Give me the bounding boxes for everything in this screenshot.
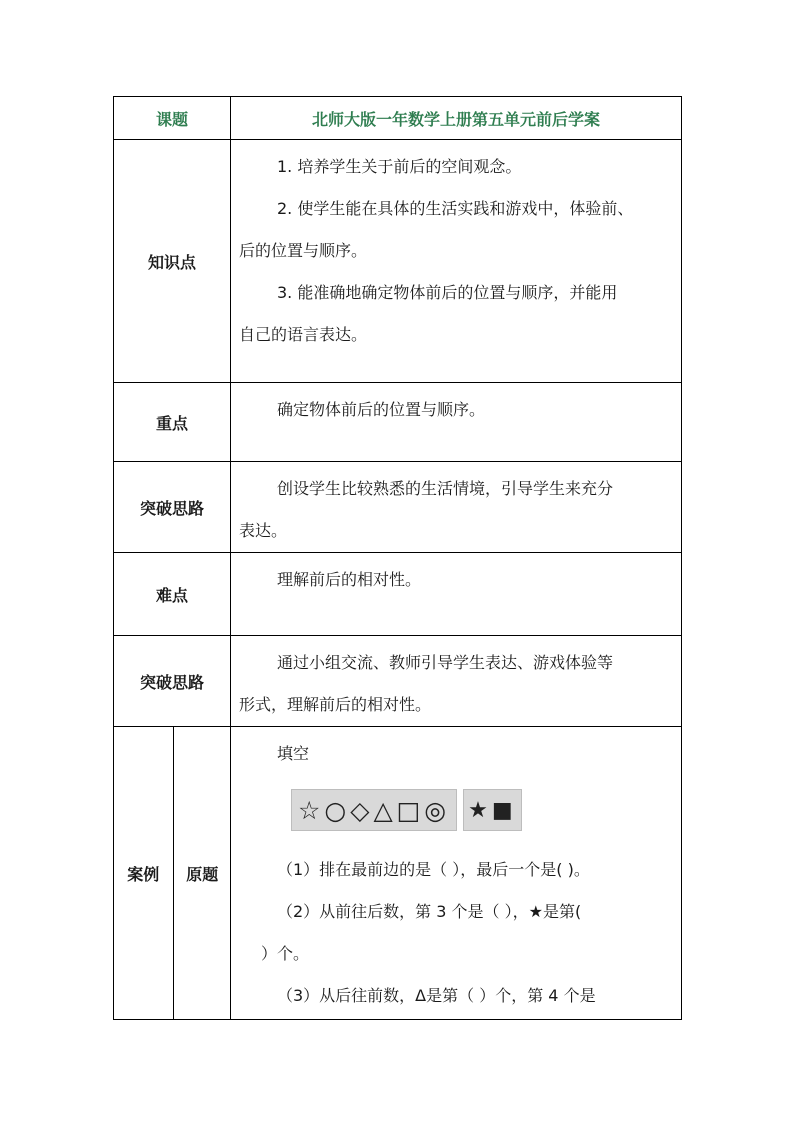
difficulty-content xyxy=(231,553,682,636)
header-label: 课题 xyxy=(114,97,231,140)
key-point-content xyxy=(231,383,682,462)
approach1-line-1: 创设学生比较熟悉的生活情境，引导学生来充分 xyxy=(277,479,614,498)
case-content xyxy=(231,727,682,1020)
knowledge-item-3: 3. 能准确地确定物体前后的位置与顺序，并能用 xyxy=(277,283,618,302)
shapes-sequence xyxy=(291,789,675,831)
key-point-row xyxy=(114,383,682,462)
approach2-label: 突破思路 xyxy=(114,636,231,727)
knowledge-content xyxy=(231,140,682,383)
knowledge-item-2-cont: 后的位置与顺序。 xyxy=(239,241,368,260)
approach1-row xyxy=(114,462,682,553)
header-title: 北师大版一年数学上册第五单元前后学案 xyxy=(231,97,682,140)
case-row xyxy=(114,727,682,1020)
approach1-line-2: 表达。 xyxy=(239,521,288,540)
knowledge-row xyxy=(114,140,682,383)
case-prompt: 填空 xyxy=(277,744,310,763)
difficulty-row xyxy=(114,553,682,636)
question-2: （2）从前往后数，第 3 个是（ ），★是第( xyxy=(277,902,582,921)
case-label-cell xyxy=(114,727,231,1020)
difficulty-label: 难点 xyxy=(114,553,231,636)
header-row xyxy=(114,97,682,140)
knowledge-label: 知识点 xyxy=(114,140,231,383)
approach2-line-1: 通过小组交流、教师引导学生表达、游戏体验等 xyxy=(277,653,614,672)
case-sublabel: 原题 xyxy=(186,864,219,884)
question-3: （3）从后往前数，Δ是第（ ）个，第 4 个是 xyxy=(277,986,596,1005)
knowledge-item-3-cont: 自己的语言表达。 xyxy=(239,325,368,344)
lesson-plan-table xyxy=(113,96,682,1020)
approach2-line-2: 形式，理解前后的相对性。 xyxy=(239,695,432,714)
approach2-content xyxy=(231,636,682,727)
question-1: （1）排在最前边的是（ ），最后一个是( )。 xyxy=(277,860,590,879)
shapes-image-2: ★■ xyxy=(463,789,522,831)
approach1-content xyxy=(231,462,682,553)
approach1-label: 突破思路 xyxy=(114,462,231,553)
question-2-cont: ）个。 xyxy=(261,944,310,963)
knowledge-item-1: 1. 培养学生关于前后的空间观念。 xyxy=(277,157,522,176)
difficulty-text: 理解前后的相对性。 xyxy=(277,570,422,589)
key-point-text: 确定物体前后的位置与顺序。 xyxy=(277,400,486,419)
shapes-image-1: ☆○◇△□◎ xyxy=(291,789,457,831)
case-label: 案例 xyxy=(114,727,173,1019)
case-label-split xyxy=(114,727,231,1019)
approach2-row xyxy=(114,636,682,727)
key-point-label: 重点 xyxy=(114,383,231,462)
knowledge-item-2: 2. 使学生能在具体的生活实践和游戏中，体验前、 xyxy=(277,199,634,218)
